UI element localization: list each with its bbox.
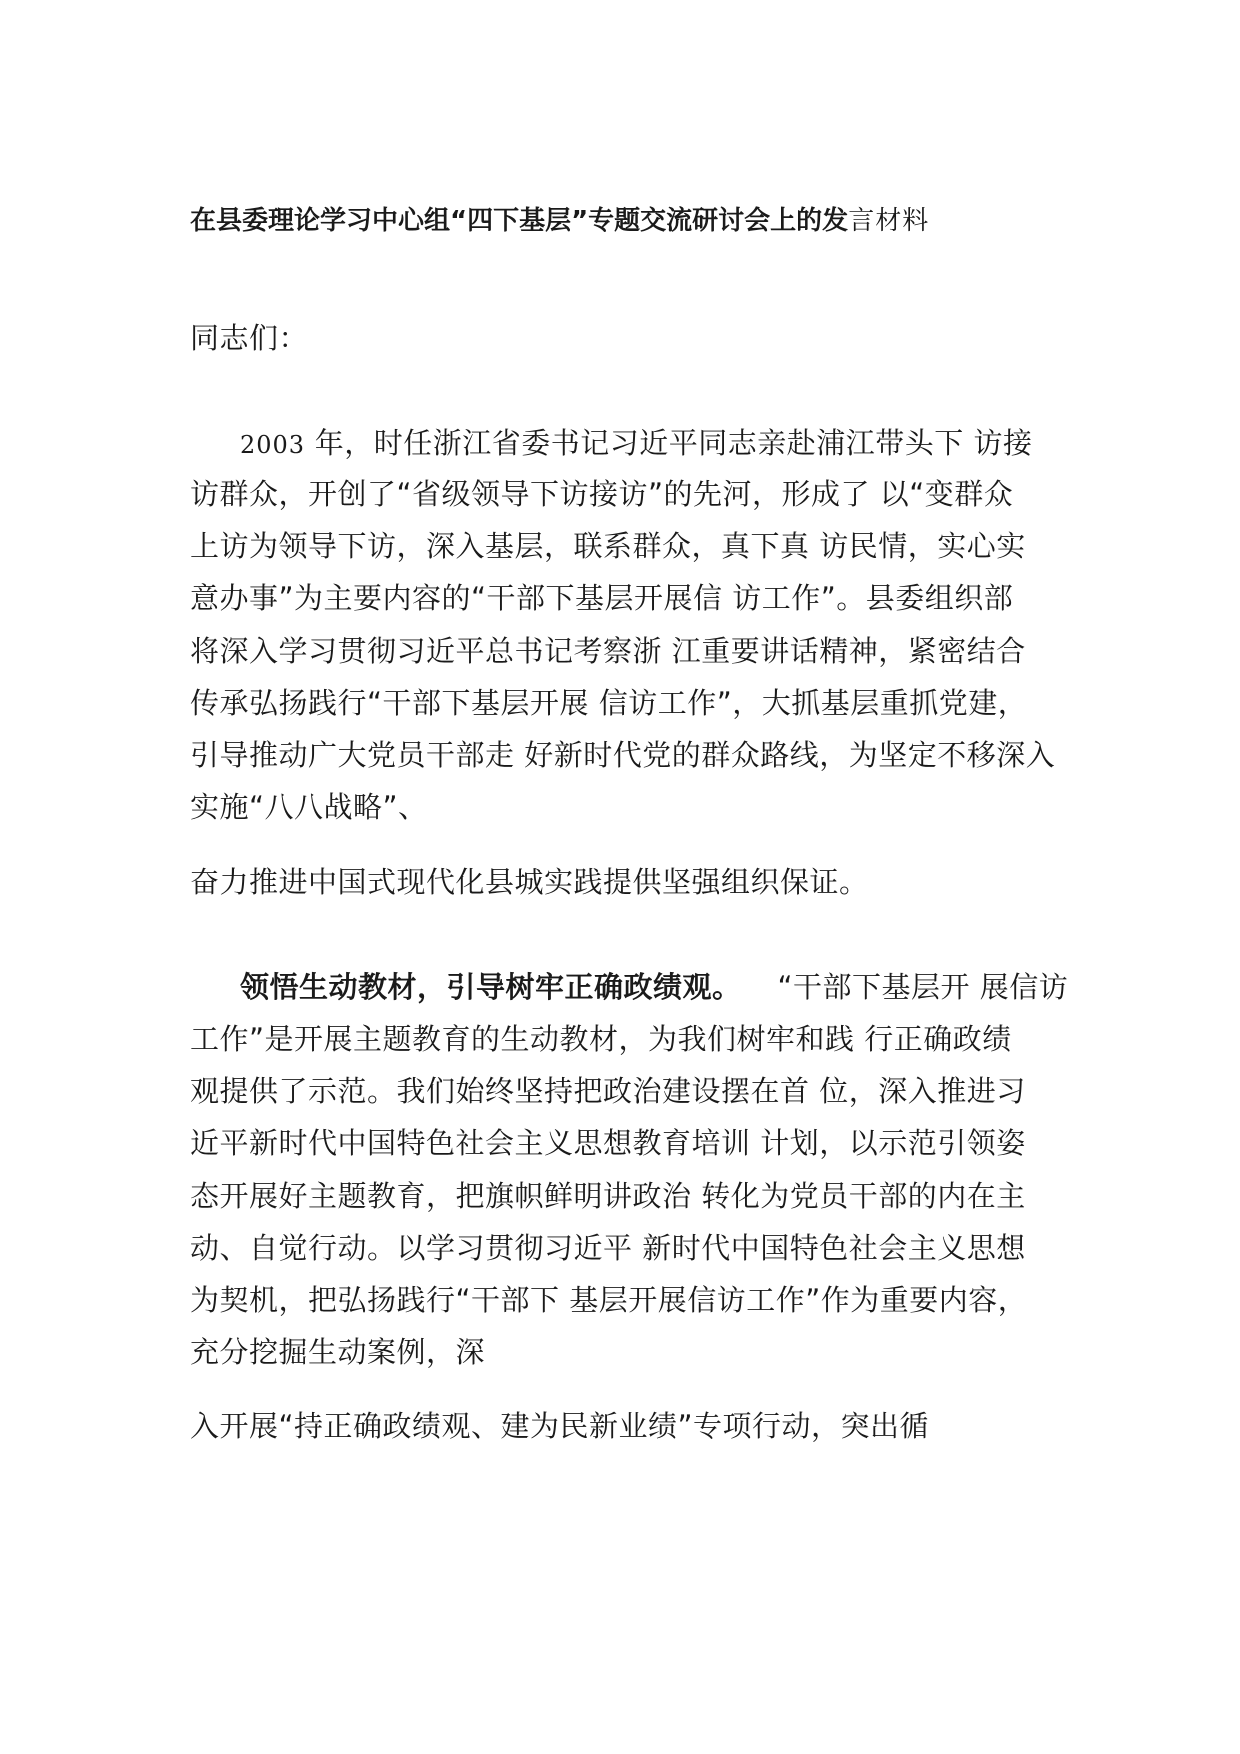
para1-line-1-text: 年，时任浙江省委书记习近平同志亲赴浦江带头下 访接: [314, 426, 1033, 460]
year-number: 2003: [240, 431, 306, 459]
para1-line-7: 引导推动广大党员干部走 好新时代党的群众路线，为坚定不移深入: [190, 738, 1056, 772]
para2-line-3: 观提供了示范。我们始终坚持把政治建设摆在首 位，深入推进习: [190, 1074, 1026, 1108]
para2-line-7: 为契机，把弘扬践行“干部下 基层开展信访工作”作为重要内容，: [190, 1283, 1028, 1317]
para2-line-6: 动、自觉行动。以学习贯彻习近平 新时代中国特色社会主义思想: [190, 1231, 1026, 1265]
para2-line-5: 态开展好主题教育，把旗帜鲜明讲政治 转化为党员干部的内在主: [190, 1179, 1026, 1213]
title-tail: 言材料: [848, 206, 930, 236]
document-title: [190, 204, 1090, 238]
para2-line-8: 充分挖掘生动案例，深: [190, 1335, 486, 1369]
para2-line-4: 近平新时代中国特色社会主义思想教育培训 计划，以示范引领姿: [190, 1126, 1026, 1160]
salutation: 同志们：: [190, 321, 309, 355]
para2-line-1-text: “干部下基层开 展信访: [777, 970, 1069, 1004]
para1-line-6: 传承弘扬践行“干部下基层开展 信访工作”，大抓基层重抓党建，: [190, 686, 1028, 720]
para1-line-4: 意办事”为主要内容的“干部下基层开展信 访工作”。县委组织部: [190, 581, 1014, 615]
para1-line-9: 奋力推进中国式现代化县城实践提供坚强组织保证。: [190, 865, 869, 899]
para2-heading: 领悟生动教材，引导树牢正确政绩观。: [240, 970, 742, 1004]
para2-line-9: 入开展“持正确政绩观、建为民新业绩”专项行动，突出循: [190, 1409, 930, 1443]
para1-line-5: 将深入学习贯彻习近平总书记考察浙 江重要讲话精神，紧密结合: [190, 634, 1026, 668]
title-main: 在县委理论学习中心组“四下基层”专题交流研讨会上的发: [190, 206, 849, 236]
para2-line-2: 工作”是开展主题教育的生动教材，为我们树牢和践 行正确政绩: [190, 1022, 1012, 1056]
para1-line-2: 访群众，开创了“省级领导下访接访”的先河，形成了 以“变群众: [190, 477, 1014, 511]
para1-line-1: [240, 423, 1033, 465]
para1-line-8: 实施“八八战略”、: [190, 790, 428, 824]
para1-line-3: 上访为领导下访，深入基层，联系群众，真下真 访民情，实心实: [190, 529, 1026, 563]
para2-line-1: [240, 967, 1068, 1007]
